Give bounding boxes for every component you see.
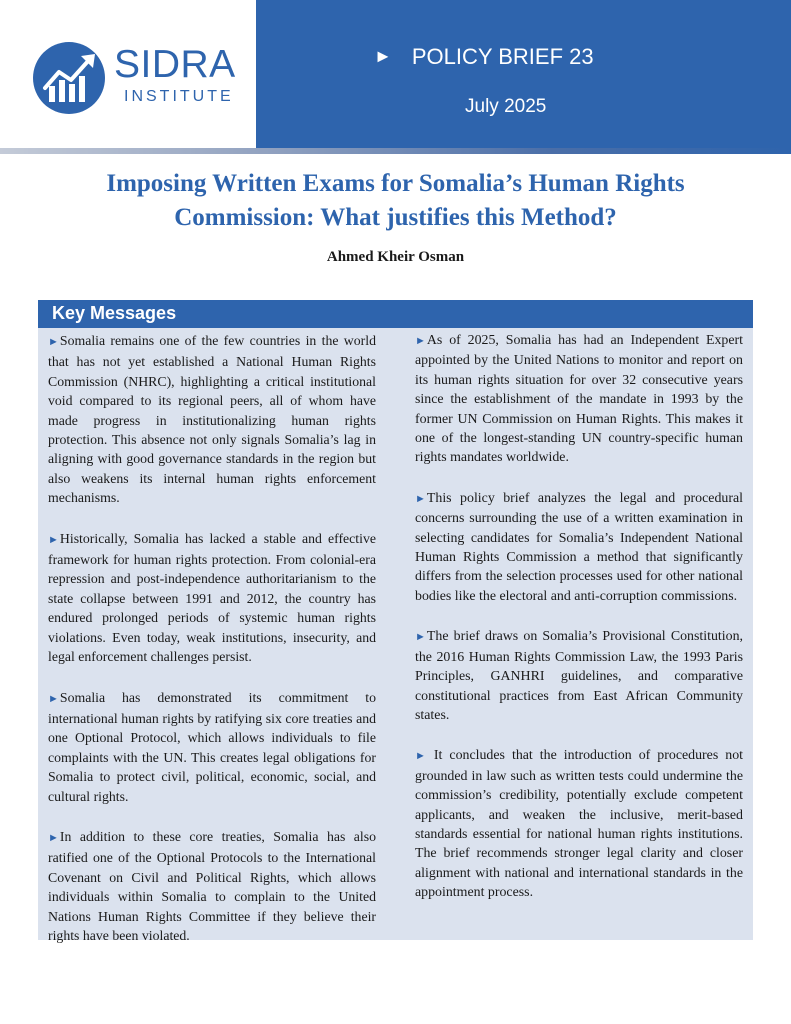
logo-wordmark: SIDRA: [114, 43, 236, 86]
bullet-arrow-icon: ►: [415, 631, 426, 644]
key-messages-left-column: [48, 331, 376, 966]
key-message-item: ►Historically, Somalia has lacked a stable and effective framework for human rights protection. From colonial-era repression and post-independence authoritarianism to the state collapse between 1991 and 2012, the country has endured prolonged periods of systemic human rights violations. Even today, weak institutions, insecurity, and legal enforcement challenges persist.: [48, 530, 376, 665]
play-triangle-icon: ►: [374, 46, 392, 66]
publication-date: July 2025: [465, 96, 547, 117]
bullet-arrow-icon: ►: [48, 533, 59, 546]
title-line-2: Commission: What justifies this Method?: [174, 204, 617, 231]
title-line-1: Imposing Written Exams for Somalia’s Human Rights: [106, 170, 685, 197]
key-messages-right-column: [415, 331, 743, 924]
bullet-arrow-icon: ►: [48, 692, 59, 705]
bullet-arrow-icon: ►: [48, 336, 59, 348]
header-logo-area: [0, 0, 256, 148]
header-banner: [256, 0, 791, 148]
key-messages-heading: Key Messages: [52, 303, 177, 323]
document-title: [0, 167, 791, 235]
key-message-item: ►The brief draws on Somalia’s Provisional Constitution, the 2016 Human Rights Commission Law, the 1993 Paris Principles, GANHRI guidelines, and comparative constitutional practices from East African Community states.: [415, 629, 743, 723]
bullet-arrow-icon: ►: [415, 335, 426, 347]
bullet-arrow-icon: ►: [48, 831, 59, 844]
policy-brief-text: POLICY BRIEF 23: [411, 44, 594, 69]
key-message-item: ►In addition to these core treaties, Somalia has also ratified one of the Optional Protocols to the International Covenant on Civil and Political Rights, which allows individuals within Somalia to complain to the United Nations Human Rights Committee if they believe their rights have been violated.: [48, 828, 376, 943]
key-messages-header: [38, 300, 753, 328]
bullet-arrow-icon: ►: [415, 492, 426, 505]
key-messages-panel: [38, 300, 753, 943]
key-message-item: ►Somalia remains one of the few countries in the world that has not yet established a National Human Rights Commission (NHRC), highlighting a critical institutional void compared to its regional peers, all of whom have made progress in institutionalizing human rights protection. This absence not only signals Somalia’s lag in aligning with good governance standards in the region but also weakens its internal human rights enforcement mechanisms.: [48, 333, 376, 506]
key-message-item: ►As of 2025, Somalia has had an Independent Expert appointed by the United Nations to monitor and report on its human rights situation for over 32 consecutive years since the establishment of the mandate in 1993 by the former UN Commission on Human Rights. This makes it one of the longest-standing UN country-specific human rights mandates worldwide.: [415, 333, 743, 466]
sidra-logo-icon: [33, 42, 105, 114]
key-message-item: ►Somalia has demonstrated its commitment to international human rights by ratifying six core treaties and one Optional Protocol, which allows individuals to file complaints with the UN. This creates legal obligations for Somalia to protect civil, political, economic, social, and cultural rights.: [48, 689, 376, 804]
logo-subtitle: INSTITUTE: [124, 88, 234, 105]
policy-brief-label: [374, 46, 594, 68]
author-name: Ahmed Kheir Osman: [326, 249, 465, 265]
header-divider: [0, 148, 791, 154]
key-message-item: ► It concludes that the introduction of procedures not grounded in law such as written tests could undermine the commission’s credibility, potentially exclude competent applicants, and weaken the inclusive, merit-based standards essential for national human rights institutions. The brief recommends stronger legal clarity and closer alignment with national and international standards in the appointment process.: [415, 748, 743, 901]
key-message-item: ►This policy brief analyzes the legal and procedural concerns surrounding the use of a written examination in selecting candidates for Somalia’s Independent National Human Rights Commission a method that significantly differs from the selection processes used for other national bodies like the electoral and anti-corruption commissions.: [415, 490, 743, 604]
bullet-arrow-icon: ►: [415, 750, 426, 763]
